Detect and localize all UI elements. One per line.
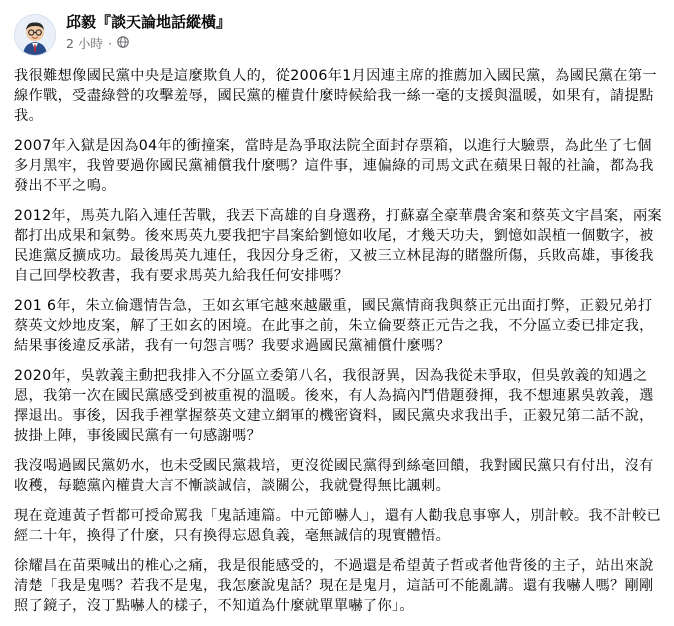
avatar-image	[15, 15, 55, 55]
globe-icon-graphic	[117, 36, 129, 48]
post-header	[14, 8, 231, 64]
post-paragraph: 徐耀昌在苗栗喊出的椎心之痛，我是很能感受的，不過還是希望黃子哲或者他背後的主子，站出來說清楚「我是鬼嗎？若我不是鬼，我怎麼說鬼話？現在是鬼月，這話可不能亂講。還有我嚇人嗎？剛剛照了鏡子，沒丁點嚇人的樣子，不知道為什麼就單單嚇了你」。	[14, 558, 654, 614]
post-timestamp[interactable]: 2 小時	[66, 36, 103, 51]
post-paragraph: 我很難想像國民黨中央是這麼欺負人的，從2006年1月因連主席的推薦加入國民黨，為國民黨在第一線作戰，受盡綠營的攻擊羞辱，國民黨的權貴什麼時候給我一絲一毫的支援與溫暖，如果有，請提點我。	[14, 68, 657, 124]
post-body	[14, 66, 664, 626]
author-name[interactable]: 邱毅『談天論地話縱橫』	[66, 13, 232, 31]
separator-dot: ·	[107, 36, 112, 51]
avatar[interactable]	[14, 14, 56, 56]
post-paragraph: 2012年，馬英九陷入連任苦戰，我丟下高雄的自身選務，打蘇嘉全豪華農舍案和蔡英文宇昌案，兩案都打出成果和氣勢。後來馬英九要我把宇昌案給劉憶如收尾，才幾天功夫，劉憶如誤植一個數字，被民進黨反擴成功。最後馬英九連任，我因分身乏術，又被三立林昆海的賭盤所傷，兵敗高雄，事後我自己回學校教書，我有要求馬英九給我任何安排嗎？	[14, 208, 663, 284]
globe-icon[interactable]	[117, 35, 129, 53]
post-subline	[66, 35, 231, 53]
post-paragraph: 現在竟連黃子哲都可授命罵我「鬼話連篇。中元節嚇人」，還有人勸我息事寧人，別計較。我不計較已經二十年，換得了什麼，只有換得忘恩負義，毫無誠信的現實體悟。	[14, 508, 662, 544]
post-paragraph: 2020年，吳敦義主動把我排入不分區立委第八名，我很訝異，因為我從未爭取，但吳敦義的知遇之恩，我第一次在國民黨感受到被重視的溫暖。後來，有人為搞內鬥借題發揮，我不想連累吳敦義，選擇退出。事後，因我手裡掌握蔡英文建立網軍的機密資料，國民黨央求我出手，正毅兄第二話不說，披掛上陣，事後國民黨有一句感謝嗎？	[14, 368, 654, 444]
post-paragraph: 201 6年，朱立倫選情告急，王如玄軍宅越來越嚴重，國民黨情商我與蔡正元出面打弊，正毅兄弟打蔡英文炒地皮案，解了王如玄的困境。在此事之前，朱立倫要蔡正元告之我，不分區立委已排定我，結果事後違反承諾，我有一句怨言嗎？我要求過國民黨補償什麼嗎？	[14, 298, 654, 354]
post-paragraph: 2007年入獄是因為04年的衝撞案，當時是為爭取法院全面封存票箱，以進行大驗票，為此坐了七個多月黑牢，我曾要過你國民黨補償我什麼嗎？這件事，連偏綠的司馬文武在蘋果日報的社論，都為我發出不平之鳴。	[14, 138, 654, 194]
post-meta	[66, 12, 231, 53]
post-paragraph: 我沒喝過國民黨奶水，也未受國民黨栽培，更沒從國民黨得到絲毫回饋，我對國民黨只有付出，沒有收穫，每聽黨內權貴大言不慚談誠信，談關公，我就覺得無比諷刺。	[14, 458, 654, 494]
